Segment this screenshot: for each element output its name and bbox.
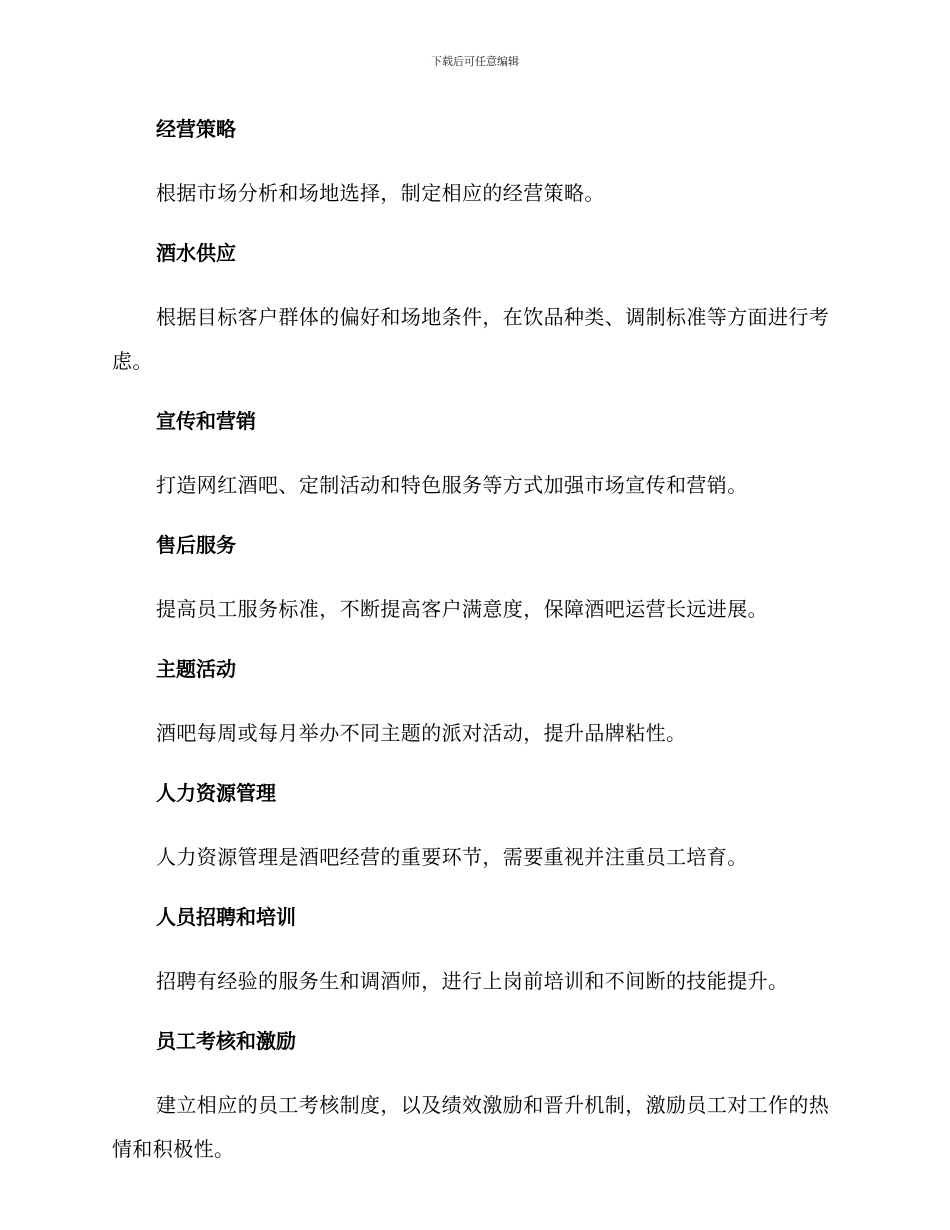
section-paragraph: 提高员工服务标准，不断提高客户满意度，保障酒吧运营长远进展。 — [156, 597, 768, 621]
section-drinks-supply — [112, 238, 832, 406]
section-paragraph: 招聘有经验的服务生和调酒师，进行上岗前培训和不间断的技能提升。 — [156, 969, 789, 993]
section-promotion-marketing — [112, 406, 832, 530]
section-staff-evaluation-incentives — [112, 1026, 832, 1171]
section-paragraph: 建立相应的员工考核制度，以及绩效激励和晋升机制，激励员工对工作的热情和积极性。 — [112, 1093, 830, 1161]
section-paragraph: 人力资源管理是酒吧经营的重要环节，需要重视并注重员工培育。 — [156, 845, 748, 869]
section-heading: 售后服务 — [156, 533, 236, 557]
section-heading: 主题活动 — [156, 657, 236, 681]
section-hr-management — [112, 778, 832, 902]
section-heading: 经营策略 — [156, 117, 236, 141]
section-paragraph: 酒吧每周或每月举办不同主题的派对活动，提升品牌粘性。 — [156, 721, 687, 745]
document-body — [112, 114, 832, 1171]
section-heading: 人员招聘和培训 — [156, 905, 296, 929]
section-heading: 宣传和营销 — [156, 409, 256, 433]
section-heading: 人力资源管理 — [156, 781, 276, 805]
section-paragraph: 打造网红酒吧、定制活动和特色服务等方式加强市场宣传和营销。 — [156, 473, 748, 497]
section-operating-strategy — [112, 114, 832, 238]
section-recruitment-training — [112, 902, 832, 1026]
page-header: 下载后可任意编辑 — [431, 55, 519, 68]
section-paragraph: 根据市场分析和场地选择，制定相应的经营策略。 — [156, 181, 605, 205]
section-heading: 酒水供应 — [156, 241, 236, 265]
section-after-sales-service — [112, 530, 832, 654]
section-heading: 员工考核和激励 — [156, 1029, 296, 1053]
section-paragraph: 根据目标客户群体的偏好和场地条件，在饮品种类、调制标准等方面进行考虑。 — [112, 305, 830, 373]
section-theme-events — [112, 654, 832, 778]
